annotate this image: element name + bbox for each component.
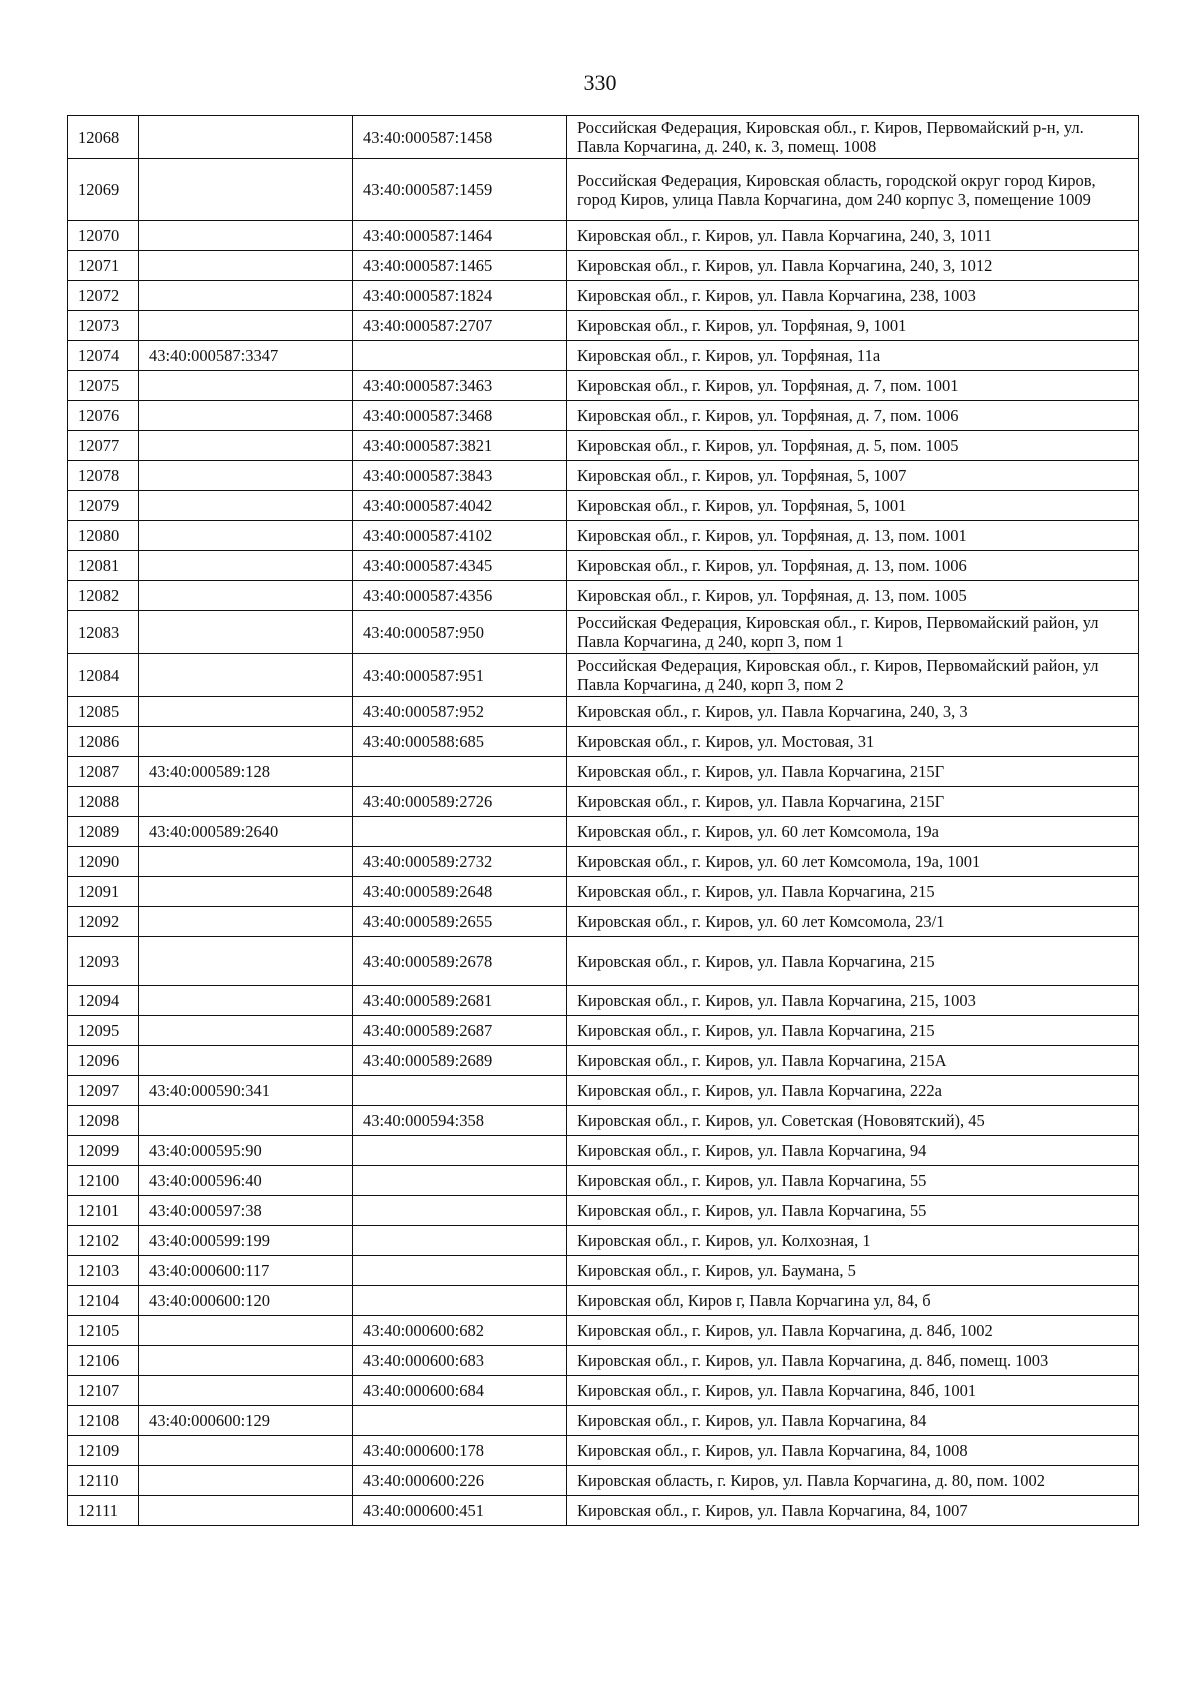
land-cadastral-cell	[139, 1436, 353, 1466]
row-number-cell: 12106	[68, 1346, 139, 1376]
row-number-cell: 12100	[68, 1166, 139, 1196]
address-cell: Кировская обл., г. Киров, ул. Павла Корчагина, 94	[567, 1136, 1139, 1166]
object-cadastral-cell: 43:40:000600:226	[353, 1466, 567, 1496]
address-cell: Кировская обл., г. Киров, ул. Торфяная, 5, 1007	[567, 461, 1139, 491]
land-cadastral-cell: 43:40:000600:120	[139, 1286, 353, 1316]
address-cell: Кировская обл., г. Киров, ул. Павла Корчагина, 215А	[567, 1046, 1139, 1076]
row-number-cell: 12082	[68, 581, 139, 611]
land-cadastral-cell	[139, 1016, 353, 1046]
table-row	[68, 654, 1139, 697]
land-cadastral-cell	[139, 1106, 353, 1136]
table-row	[68, 1466, 1139, 1496]
address-cell: Кировская обл., г. Киров, ул. Торфяная, д. 5, пом. 1005	[567, 431, 1139, 461]
land-cadastral-cell	[139, 521, 353, 551]
table-row	[68, 1406, 1139, 1436]
row-number-cell: 12080	[68, 521, 139, 551]
address-cell: Российская Федерация, Кировская обл., г. Киров, Первомайский район, ул Павла Корчагина, д 240, корп 3, пом 1	[567, 611, 1139, 654]
address-cell: Кировская обл., г. Киров, ул. Павла Корчагина, 215Г	[567, 757, 1139, 787]
object-cadastral-cell: 43:40:000587:1824	[353, 281, 567, 311]
object-cadastral-cell: 43:40:000600:178	[353, 1436, 567, 1466]
object-cadastral-cell	[353, 757, 567, 787]
table-row	[68, 159, 1139, 221]
row-number-cell: 12077	[68, 431, 139, 461]
land-cadastral-cell	[139, 401, 353, 431]
object-cadastral-cell	[353, 1076, 567, 1106]
address-cell: Кировская обл., г. Киров, ул. Торфяная, д. 7, пом. 1001	[567, 371, 1139, 401]
address-cell: Кировская обл., г. Киров, ул. Павла Корчагина, 215	[567, 877, 1139, 907]
table-row	[68, 1106, 1139, 1136]
address-cell: Кировская обл., г. Киров, ул. Торфяная, д. 13, пом. 1005	[567, 581, 1139, 611]
address-cell: Кировская обл., г. Киров, ул. Торфяная, 9, 1001	[567, 311, 1139, 341]
address-cell: Кировская обл., г. Киров, ул. Павла Корчагина, д. 84б, помещ. 1003	[567, 1346, 1139, 1376]
object-cadastral-cell: 43:40:000589:2648	[353, 877, 567, 907]
address-cell: Кировская обл., г. Киров, ул. Павла Корчагина, 222а	[567, 1076, 1139, 1106]
land-cadastral-cell	[139, 611, 353, 654]
address-cell: Кировская обл., г. Киров, ул. Торфяная, 5, 1001	[567, 491, 1139, 521]
table-row	[68, 311, 1139, 341]
address-cell: Кировская обл., г. Киров, ул. 60 лет Комсомола, 23/1	[567, 907, 1139, 937]
row-number-cell: 12091	[68, 877, 139, 907]
object-cadastral-cell: 43:40:000587:1458	[353, 116, 567, 159]
address-cell: Кировская обл., г. Киров, ул. Павла Корчагина, д. 84б, 1002	[567, 1316, 1139, 1346]
address-cell: Российская Федерация, Кировская обл., г. Киров, Первомайский район, ул Павла Корчагина, д 240, корп 3, пом 2	[567, 654, 1139, 697]
row-number-cell: 12068	[68, 116, 139, 159]
land-cadastral-cell	[139, 431, 353, 461]
land-cadastral-cell	[139, 461, 353, 491]
address-cell: Кировская обл., г. Киров, ул. Торфяная, д. 7, пом. 1006	[567, 401, 1139, 431]
land-cadastral-cell	[139, 491, 353, 521]
table-row	[68, 817, 1139, 847]
address-cell: Кировская обл., г. Киров, ул. Колхозная, 1	[567, 1226, 1139, 1256]
table-row	[68, 697, 1139, 727]
row-number-cell: 12096	[68, 1046, 139, 1076]
row-number-cell: 12111	[68, 1496, 139, 1526]
table-row	[68, 1166, 1139, 1196]
object-cadastral-cell: 43:40:000588:685	[353, 727, 567, 757]
land-cadastral-cell: 43:40:000596:40	[139, 1166, 353, 1196]
table-row	[68, 986, 1139, 1016]
table-row	[68, 1496, 1139, 1526]
address-cell: Кировская обл., г. Киров, ул. 60 лет Комсомола, 19а	[567, 817, 1139, 847]
table-row	[68, 727, 1139, 757]
table-row	[68, 341, 1139, 371]
land-cadastral-cell	[139, 937, 353, 986]
table-row	[68, 787, 1139, 817]
land-cadastral-cell	[139, 1346, 353, 1376]
row-number-cell: 12084	[68, 654, 139, 697]
land-cadastral-cell	[139, 159, 353, 221]
object-cadastral-cell: 43:40:000600:451	[353, 1496, 567, 1526]
object-cadastral-cell: 43:40:000587:4345	[353, 551, 567, 581]
address-cell: Кировская обл., г. Киров, ул. Баумана, 5	[567, 1256, 1139, 1286]
row-number-cell: 12081	[68, 551, 139, 581]
registry-table	[67, 115, 1139, 1526]
registry-table-body	[68, 116, 1139, 1526]
table-row	[68, 1076, 1139, 1106]
land-cadastral-cell	[139, 1316, 353, 1346]
table-row	[68, 907, 1139, 937]
row-number-cell: 12104	[68, 1286, 139, 1316]
table-row	[68, 281, 1139, 311]
table-row	[68, 1346, 1139, 1376]
address-cell: Кировская область, г. Киров, ул. Павла Корчагина, д. 80, пом. 1002	[567, 1466, 1139, 1496]
object-cadastral-cell	[353, 341, 567, 371]
table-row	[68, 611, 1139, 654]
row-number-cell: 12073	[68, 311, 139, 341]
land-cadastral-cell	[139, 907, 353, 937]
table-row	[68, 1196, 1139, 1226]
object-cadastral-cell: 43:40:000589:2726	[353, 787, 567, 817]
land-cadastral-cell: 43:40:000589:128	[139, 757, 353, 787]
address-cell: Кировская обл., г. Киров, ул. Мостовая, 31	[567, 727, 1139, 757]
object-cadastral-cell: 43:40:000587:3468	[353, 401, 567, 431]
table-row	[68, 551, 1139, 581]
row-number-cell: 12090	[68, 847, 139, 877]
address-cell: Кировская обл., г. Киров, ул. Павла Корчагина, 240, 3, 3	[567, 697, 1139, 727]
object-cadastral-cell: 43:40:000587:1459	[353, 159, 567, 221]
table-row	[68, 371, 1139, 401]
row-number-cell: 12071	[68, 251, 139, 281]
row-number-cell: 12076	[68, 401, 139, 431]
land-cadastral-cell: 43:40:000587:3347	[139, 341, 353, 371]
land-cadastral-cell	[139, 986, 353, 1016]
table-row	[68, 1136, 1139, 1166]
table-row	[68, 116, 1139, 159]
row-number-cell: 12105	[68, 1316, 139, 1346]
table-row	[68, 461, 1139, 491]
land-cadastral-cell	[139, 727, 353, 757]
object-cadastral-cell: 43:40:000587:3843	[353, 461, 567, 491]
land-cadastral-cell: 43:40:000595:90	[139, 1136, 353, 1166]
object-cadastral-cell	[353, 817, 567, 847]
address-cell: Кировская обл., г. Киров, ул. Павла Корчагина, 55	[567, 1166, 1139, 1196]
address-cell: Кировская обл., г. Киров, ул. Павла Корчагина, 215, 1003	[567, 986, 1139, 1016]
land-cadastral-cell	[139, 251, 353, 281]
address-cell: Кировская обл., г. Киров, ул. Павла Корчагина, 238, 1003	[567, 281, 1139, 311]
table-row	[68, 251, 1139, 281]
row-number-cell: 12098	[68, 1106, 139, 1136]
object-cadastral-cell: 43:40:000589:2678	[353, 937, 567, 986]
row-number-cell: 12069	[68, 159, 139, 221]
land-cadastral-cell	[139, 116, 353, 159]
row-number-cell: 12089	[68, 817, 139, 847]
table-row	[68, 221, 1139, 251]
object-cadastral-cell: 43:40:000587:4042	[353, 491, 567, 521]
address-cell: Кировская обл., г. Киров, ул. 60 лет Комсомола, 19а, 1001	[567, 847, 1139, 877]
table-row	[68, 757, 1139, 787]
row-number-cell: 12110	[68, 1466, 139, 1496]
object-cadastral-cell: 43:40:000594:358	[353, 1106, 567, 1136]
object-cadastral-cell: 43:40:000589:2732	[353, 847, 567, 877]
table-row	[68, 1316, 1139, 1346]
table-row	[68, 521, 1139, 551]
object-cadastral-cell	[353, 1256, 567, 1286]
land-cadastral-cell: 43:40:000600:117	[139, 1256, 353, 1286]
object-cadastral-cell	[353, 1196, 567, 1226]
row-number-cell: 12085	[68, 697, 139, 727]
row-number-cell: 12101	[68, 1196, 139, 1226]
land-cadastral-cell: 43:40:000590:341	[139, 1076, 353, 1106]
row-number-cell: 12086	[68, 727, 139, 757]
object-cadastral-cell	[353, 1136, 567, 1166]
land-cadastral-cell	[139, 1376, 353, 1406]
land-cadastral-cell	[139, 877, 353, 907]
object-cadastral-cell: 43:40:000587:4356	[353, 581, 567, 611]
table-row	[68, 1226, 1139, 1256]
address-cell: Кировская обл., г. Киров, ул. Павла Корчагина, 55	[567, 1196, 1139, 1226]
table-row	[68, 1436, 1139, 1466]
land-cadastral-cell	[139, 847, 353, 877]
land-cadastral-cell: 43:40:000597:38	[139, 1196, 353, 1226]
address-cell: Кировская обл., г. Киров, ул. Павла Корчагина, 240, 3, 1011	[567, 221, 1139, 251]
row-number-cell: 12102	[68, 1226, 139, 1256]
row-number-cell: 12075	[68, 371, 139, 401]
land-cadastral-cell	[139, 371, 353, 401]
row-number-cell: 12078	[68, 461, 139, 491]
address-cell: Кировская обл., г. Киров, ул. Павла Корчагина, 240, 3, 1012	[567, 251, 1139, 281]
page-number: 330	[583, 70, 617, 95]
row-number-cell: 12094	[68, 986, 139, 1016]
table-row	[68, 431, 1139, 461]
address-cell: Кировская обл., г. Киров, ул. Павла Корчагина, 215	[567, 1016, 1139, 1046]
land-cadastral-cell	[139, 1046, 353, 1076]
table-row	[68, 1046, 1139, 1076]
row-number-cell: 12109	[68, 1436, 139, 1466]
object-cadastral-cell: 43:40:000587:3821	[353, 431, 567, 461]
land-cadastral-cell	[139, 1466, 353, 1496]
object-cadastral-cell: 43:40:000587:3463	[353, 371, 567, 401]
row-number-cell: 12095	[68, 1016, 139, 1046]
object-cadastral-cell: 43:40:000587:2707	[353, 311, 567, 341]
address-cell: Кировская обл., г. Киров, ул. Павла Корчагина, 215	[567, 937, 1139, 986]
object-cadastral-cell: 43:40:000589:2687	[353, 1016, 567, 1046]
address-cell: Кировская обл., г. Киров, ул. Торфяная, 11а	[567, 341, 1139, 371]
table-row	[68, 491, 1139, 521]
object-cadastral-cell: 43:40:000600:682	[353, 1316, 567, 1346]
object-cadastral-cell: 43:40:000587:1465	[353, 251, 567, 281]
land-cadastral-cell	[139, 551, 353, 581]
land-cadastral-cell	[139, 221, 353, 251]
object-cadastral-cell: 43:40:000587:951	[353, 654, 567, 697]
object-cadastral-cell	[353, 1166, 567, 1196]
row-number-cell: 12087	[68, 757, 139, 787]
land-cadastral-cell: 43:40:000599:199	[139, 1226, 353, 1256]
row-number-cell: 12072	[68, 281, 139, 311]
row-number-cell: 12097	[68, 1076, 139, 1106]
address-cell: Кировская обл., г. Киров, ул. Советская (Нововятский), 45	[567, 1106, 1139, 1136]
table-row	[68, 1016, 1139, 1046]
object-cadastral-cell	[353, 1226, 567, 1256]
address-cell: Кировская обл., г. Киров, ул. Павла Корчагина, 84	[567, 1406, 1139, 1436]
table-row	[68, 847, 1139, 877]
row-number-cell: 12107	[68, 1376, 139, 1406]
land-cadastral-cell	[139, 1496, 353, 1526]
row-number-cell: 12074	[68, 341, 139, 371]
row-number-cell: 12079	[68, 491, 139, 521]
address-cell: Российская Федерация, Кировская обл., г. Киров, Первомайский р-н, ул. Павла Корчагина, д. 240, к. 3, помещ. 1008	[567, 116, 1139, 159]
row-number-cell: 12103	[68, 1256, 139, 1286]
object-cadastral-cell: 43:40:000589:2689	[353, 1046, 567, 1076]
row-number-cell: 12088	[68, 787, 139, 817]
land-cadastral-cell	[139, 581, 353, 611]
address-cell: Кировская обл., г. Киров, ул. Торфяная, д. 13, пом. 1006	[567, 551, 1139, 581]
object-cadastral-cell: 43:40:000600:684	[353, 1376, 567, 1406]
row-number-cell: 12093	[68, 937, 139, 986]
row-number-cell: 12083	[68, 611, 139, 654]
row-number-cell: 12108	[68, 1406, 139, 1436]
table-row	[68, 1286, 1139, 1316]
address-cell: Кировская обл., г. Киров, ул. Павла Корчагина, 84б, 1001	[567, 1376, 1139, 1406]
address-cell: Российская Федерация, Кировская область, городской округ город Киров, город Киров, улица Павла Корчагина, дом 240 корпус 3, помещение 1009	[567, 159, 1139, 221]
object-cadastral-cell: 43:40:000587:950	[353, 611, 567, 654]
address-cell: Кировская обл., г. Киров, ул. Павла Корчагина, 215Г	[567, 787, 1139, 817]
land-cadastral-cell	[139, 787, 353, 817]
land-cadastral-cell: 43:40:000589:2640	[139, 817, 353, 847]
object-cadastral-cell: 43:40:000600:683	[353, 1346, 567, 1376]
object-cadastral-cell: 43:40:000587:952	[353, 697, 567, 727]
land-cadastral-cell	[139, 311, 353, 341]
table-row	[68, 877, 1139, 907]
land-cadastral-cell	[139, 654, 353, 697]
object-cadastral-cell: 43:40:000589:2655	[353, 907, 567, 937]
table-row	[68, 1256, 1139, 1286]
object-cadastral-cell	[353, 1406, 567, 1436]
row-number-cell: 12092	[68, 907, 139, 937]
table-row	[68, 937, 1139, 986]
row-number-cell: 12099	[68, 1136, 139, 1166]
object-cadastral-cell	[353, 1286, 567, 1316]
object-cadastral-cell: 43:40:000587:4102	[353, 521, 567, 551]
address-cell: Кировская обл, Киров г, Павла Корчагина ул, 84, б	[567, 1286, 1139, 1316]
object-cadastral-cell: 43:40:000589:2681	[353, 986, 567, 1016]
land-cadastral-cell	[139, 281, 353, 311]
row-number-cell: 12070	[68, 221, 139, 251]
table-row	[68, 1376, 1139, 1406]
land-cadastral-cell	[139, 697, 353, 727]
table-row	[68, 581, 1139, 611]
object-cadastral-cell: 43:40:000587:1464	[353, 221, 567, 251]
table-row	[68, 401, 1139, 431]
address-cell: Кировская обл., г. Киров, ул. Павла Корчагина, 84, 1008	[567, 1436, 1139, 1466]
address-cell: Кировская обл., г. Киров, ул. Павла Корчагина, 84, 1007	[567, 1496, 1139, 1526]
address-cell: Кировская обл., г. Киров, ул. Торфяная, д. 13, пом. 1001	[567, 521, 1139, 551]
land-cadastral-cell: 43:40:000600:129	[139, 1406, 353, 1436]
